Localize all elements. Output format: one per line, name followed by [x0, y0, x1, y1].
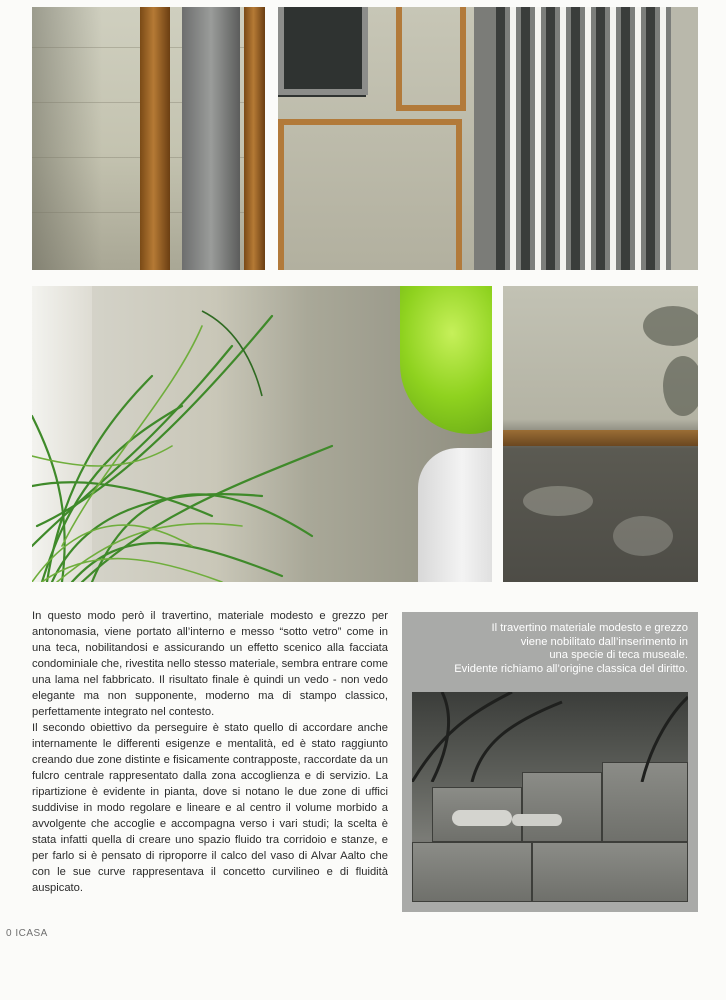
wood-frame-small — [396, 7, 466, 111]
slat — [596, 7, 605, 270]
plant-grass — [32, 286, 492, 582]
window-frame — [278, 7, 368, 95]
article-body — [32, 608, 388, 896]
leaf-shadow — [663, 356, 698, 416]
leaf-shadow — [643, 306, 698, 346]
photo-bench-shadows — [503, 286, 698, 582]
body-paragraph: In questo modo però il travertino, materiale modesto e grezzo per antonomasia, viene portato all’interno e messo “sotto vetro” come in una teca, nobilitandosi e assicurando un effetto scenico alla facciata condominiale che, rivestita nello stesso materiale, sembra entrare come una lama nel fabbricato. Il risultato finale è quindi un vedo - non vedo elegante ma non supponente, moderno ma di stampo classico, perfettamente integrato nel contesto. — [32, 610, 388, 718]
photo-stone-ruins — [412, 692, 688, 902]
caption-box — [402, 612, 698, 912]
body-paragraph: Il secondo obiettivo da perseguire è stato quello di accordare anche internamente le differenti esigenze e mentalità, ed è stato raggiunto creando due zone distinte e fisicamente contrapposte, raccordate da un fulcro centrale rappresentato dalla zona accoglienza e di servizio. La ripartizione è evidente in pianta, dove si notano le due zone di uffici suddivise in modo regolare e lineare e al centro il volume morbido a avvolgente che accoglie e accompagna verso i vari studi; la scelta è stata infatti quella di creare uno spazio fluido tra corridoio e stanze, e per farlo si è pensato di riproporre il calco del vaso di Alvar Aalto che con le sue curve rappresentava il concetto curvilineo e di fluidità auspicato. — [32, 722, 388, 894]
stone-block — [522, 772, 602, 842]
stone-block — [532, 842, 688, 902]
carved-relief — [512, 814, 562, 826]
photo-plant-green-vase — [32, 286, 492, 582]
slat — [571, 7, 580, 270]
slat — [521, 7, 530, 270]
steel-profile — [182, 7, 240, 270]
caption-line: Evidente richiamo all’origine classica del diritto. — [454, 662, 688, 675]
steel-column — [474, 7, 496, 270]
light-patch — [613, 516, 673, 556]
caption-line: viene nobilitato dall’inserimento in — [520, 635, 688, 648]
carved-relief — [452, 810, 512, 826]
caption-text — [418, 622, 688, 676]
photo-facade-frames-slats — [278, 7, 698, 270]
slat — [546, 7, 555, 270]
slat — [496, 7, 505, 270]
caption-line: Il travertino materiale modesto e grezzo — [491, 622, 688, 634]
dark-foliage — [412, 692, 688, 782]
slat-gap — [666, 7, 671, 270]
light-patch — [523, 486, 593, 516]
wood-frame-large — [278, 119, 462, 270]
caption-line: una specie di teca museale. — [549, 649, 688, 661]
wooden-bench — [503, 430, 698, 446]
photo-travertine-wall-frame — [32, 7, 265, 270]
stone-block — [412, 842, 532, 902]
wood-frame-left — [140, 7, 170, 270]
wood-frame-right — [244, 7, 265, 270]
slat — [621, 7, 630, 270]
folio-mark: 0 ICASA — [6, 928, 48, 939]
slat — [646, 7, 655, 270]
